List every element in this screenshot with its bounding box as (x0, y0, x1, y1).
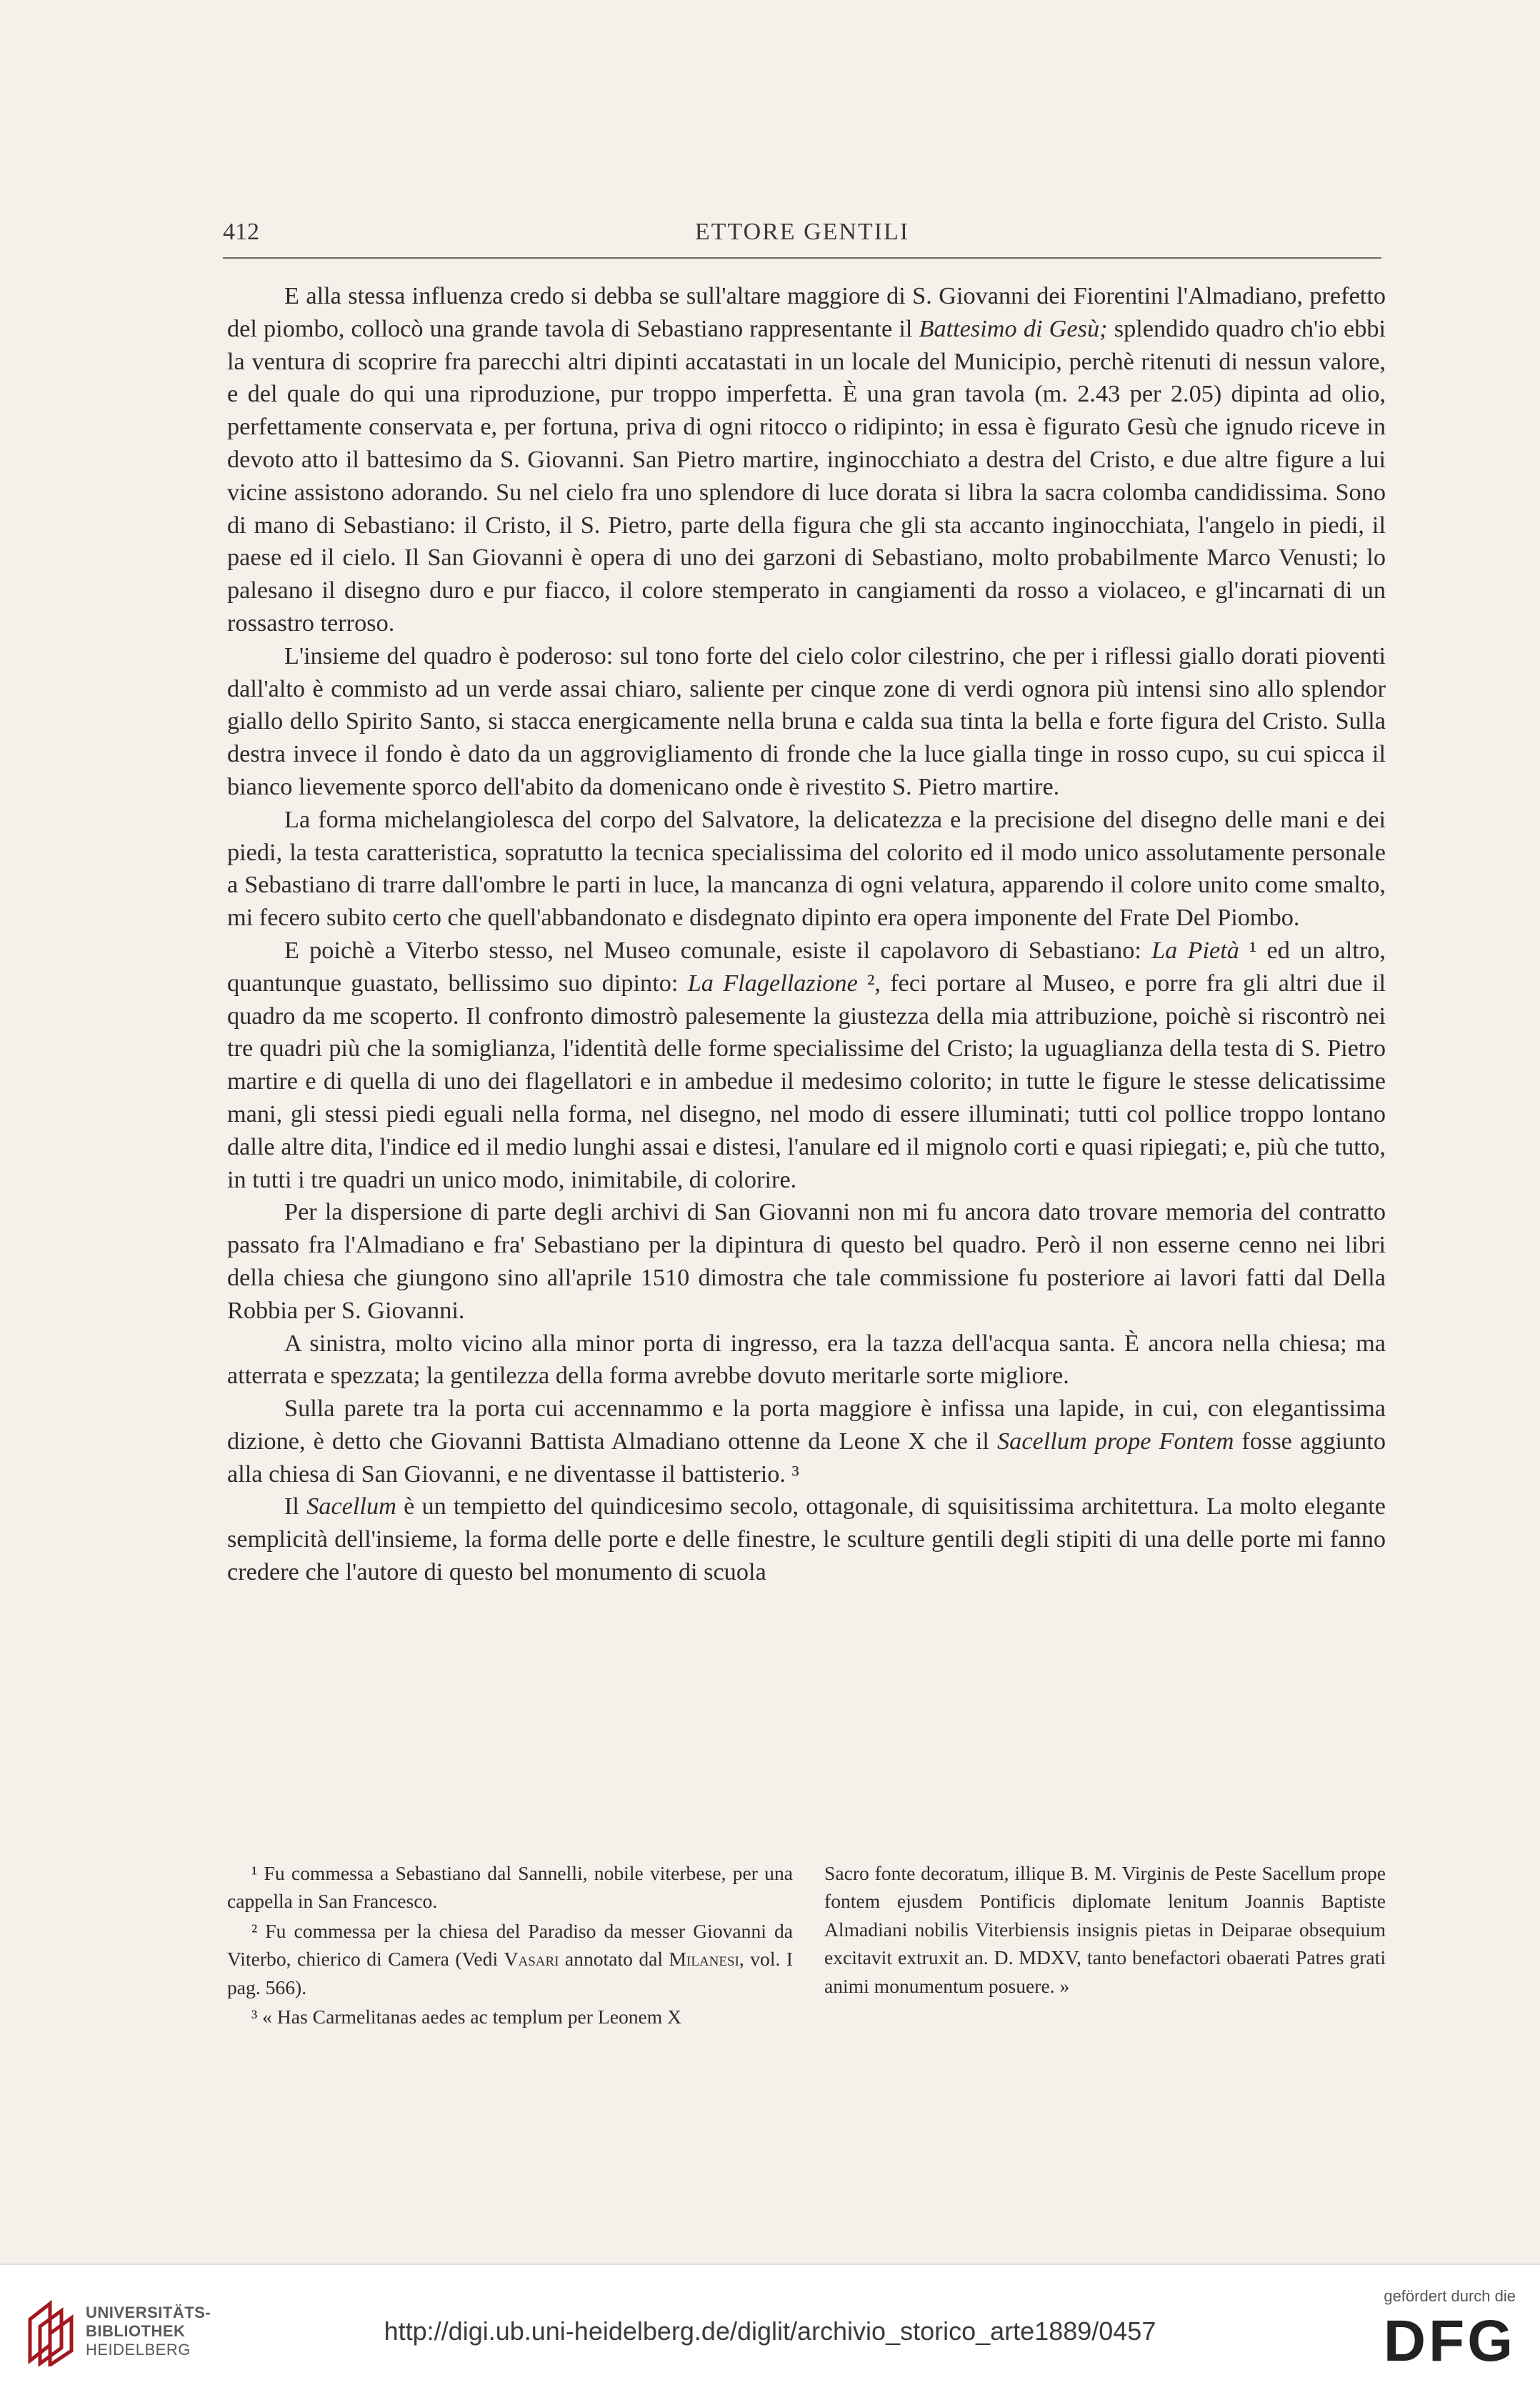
page-header (223, 214, 1381, 259)
footnote-2: ² Fu commessa per la chiesa del Paradiso da messer Giovanni da Viterbo, chierico di Camera (Vedi Vasari annotato dal Milanesi, vol. I pag. 566). (227, 1919, 793, 1998)
footnote-3-continued: Sacro fonte decoratum, illique B. M. Virginis de Peste Sacellum prope fontem ejusdem Pontificis diplomate lenitum Joannis Baptiste Almadiani nobilis Viterbiensis insignis pietas in Deiparae obsequium excitavit extruxit an. D. MDXV, tanto benefactori obaerati Patres grati animi monumentum posuere. » (824, 1862, 1386, 1997)
page-number: 412 (223, 219, 259, 245)
artwork-title: Sacellum (306, 1493, 396, 1520)
footnote-3: ³ « Has Carmelitanas aedes ac templum per Leonem X (251, 2006, 682, 2028)
library-name: UNIVERSITÄTS- BIBLIOTHEK HEIDELBERG (86, 2304, 211, 2359)
footnote-ref: ¹ (1239, 936, 1257, 964)
artwork-title: La Flagellazione (687, 969, 858, 997)
paragraph-6: A sinistra, molto vicino alla minor porta di ingresso, era la tazza dell'acqua santa. È ancora nella chiesa; ma atterrata e spezzata; la gentilezza della forma avrebbe dovuto meritarle sorte migliore. (227, 1329, 1386, 1390)
footnotes-left-column (227, 1859, 793, 2032)
artwork-title: Sacellum prope Fontem (997, 1427, 1234, 1455)
dfg-logo-icon: DFG (1383, 2309, 1516, 2374)
funded-by-label: gefördert durch die (1384, 2287, 1516, 2305)
paragraph-5: Per la dispersione di parte degli archivi di San Giovanni non mi fu ancora dato trovare memoria del contratto passato fra l'Almadiano e fra' Sebastiano per la dipintura di questo bel quadro. Però il non esserne cenno nei libri della chiesa che giungono sino all'aprile 1510 dimostra che tale commissione fu posteriore ai lavori fatti dal Della Robbia per S. Giovanni. (227, 1198, 1386, 1324)
paragraph-7: Sulla parete tra la porta cui accennammo e la porta maggiore è infissa una lapide, in cui, con elegantissima dizione, è detto che Giovanni Battista Almadiano ottenne da Leone X che il Sacellum prope Fontem fosse aggiunto alla chiesa di San Giovanni, e ne diventasse il battisterio. ³ (227, 1395, 1386, 1488)
paragraph-4: E poichè a Viterbo stesso, nel Museo comunale, esiste il capolavoro di Sebastiano: La Pietà ¹ ed un altro, quantunque guastato, bellissimo suo dipinto: La Flagellazione ², feci portare al Museo, e porre fra gli altri due il quadro da me scoperto. Il confronto dimostrò palesemente la giustezza della mia attribuzione, poichè si riscontrò nei tre quadri più che la somiglianza, l'identità delle forme specialissime del Cristo; la uguaglianza della testa di S. Pietro martire e di quella di uno dei flagellatori e in ambedue il medesimo colorito; in tutte le figure le stesse delicatissime mani, gli stessi piedi eguali nella forma, nel disegno, nel modo di essere illuminati; tutti col pollice troppo lontano dalle altre dita, l'indice ed il medio lunghi assai e distesi, l'anulare ed il mignolo corti e quasi ripiegati; e, più che tutto, in tutti i tre quadri un unico modo, inimitabile, di colorire. (227, 936, 1386, 1193)
permalink-url[interactable]: http://digi.ub.uni-heidelberg.de/diglit/archivio_storico_arte1889/0457 (384, 2316, 1156, 2346)
footnote-ref: ² (857, 969, 875, 997)
paragraph-2: L'insieme del quadro è poderoso: sul tono forte del cielo color cilestrino, che per i riflessi giallo dorati pioventi dall'alto è commisto ad un verde assai chiaro, saliente per cinque zone di verdi ognora più intensi sino allo splendor giallo dello Spirito Santo, si stacca energicamente nella bruna e calda sua tinta la bella e forte figura del Cristo. Sulla destra invece il fondo è dato da un aggrovigliamento di fronde che la luce gialla tinge in rosso cupo, su cui spicca il bianco lievemente sporco dell'abito da domenicano onde è rivestito S. Pietro martire. (227, 642, 1386, 800)
paragraph-8: Il Sacellum è un tempietto del quindicesimo secolo, ottagonale, di squisitissima architettura. La molto elegante semplicità dell'insieme, la forma delle porte e delle finestre, le sculture gentili degli stipiti di una delle porte mi fanno credere che l'autore di questo bel monumento di scuola (227, 1493, 1386, 1586)
running-title: ETTORE GENTILI (694, 219, 910, 245)
footnotes-right-column (824, 1859, 1386, 2000)
dfg-logo-block[interactable] (1366, 2286, 1516, 2386)
footnote-1: ¹ Fu commessa a Sebastiano dal Sannelli, nobile viterbese, per una cappella in San Francesco. (227, 1862, 793, 1913)
paragraph-3: La forma michelangiolesca del corpo del Salvatore, la delicatezza e la precisione del disegno delle mani e dei piedi, la testa caratteristica, sopratutto la tecnica specialissima del colorito ed il modo unico assolutamente personale a Sebastiano di trarre dall'ombre le parti in luce, la mancanza di ogni velatura, apparendo il colore unito come smalto, mi fecero subito certo che quell'abbandonato e disdegnato dipinto era opera imponente del Frate Del Piombo. (227, 805, 1386, 932)
viewer-footer (0, 2264, 1540, 2400)
body-text (227, 280, 1386, 1589)
artwork-title: La Pietà (1151, 936, 1239, 964)
artwork-title: Battesimo di Gesù; (919, 314, 1108, 342)
paragraph-1: E alla stessa influenza credo si debba se sull'altare maggiore di S. Giovanni dei Fiorentini l'Almadiano, prefetto del piombo, collocò una grande tavola di Sebastiano rappresentante il Battesimo di Gesù; splendido quadro ch'io ebbi la ventura di scoprire fra parecchi altri dipinti accatastati in un locale del Municipio, perchè ritenuti di nessun valore, e del quale do qui una riproduzione, pur troppo imperfetta. È una gran tavola (m. 2.43 per 2.05) dipinta ad olio, perfettamente conservata e, per fortuna, priva di ogni ritocco o ridipinto; in essa è figurato Gesù che ignudo riceve in devoto atto il battesimo da S. Giovanni. San Pietro martire, inginocchiato a destra del Cristo, e due altre figure a lui vicine assistono adorando. Su nel cielo fra uno splendore di luce dorata si libra la sacra colomba candidissima. Sono di mano di Sebastiano: il Cristo, il S. Pietro, parte della figura che gli sta accanto inginocchiata, l'angelo in piedi, il paese ed il cielo. Il San Giovanni è opera di uno dei garzoni di Sebastiano, molto probabilmente Marco Venusti; lo palesano il disegno duro e pur fiacco, il colore stemperato in cangiamenti da rosso a violaceo, e gl'incarnati di un rossastro terroso. (227, 282, 1386, 637)
footnote-ref: ³ (785, 1460, 799, 1488)
